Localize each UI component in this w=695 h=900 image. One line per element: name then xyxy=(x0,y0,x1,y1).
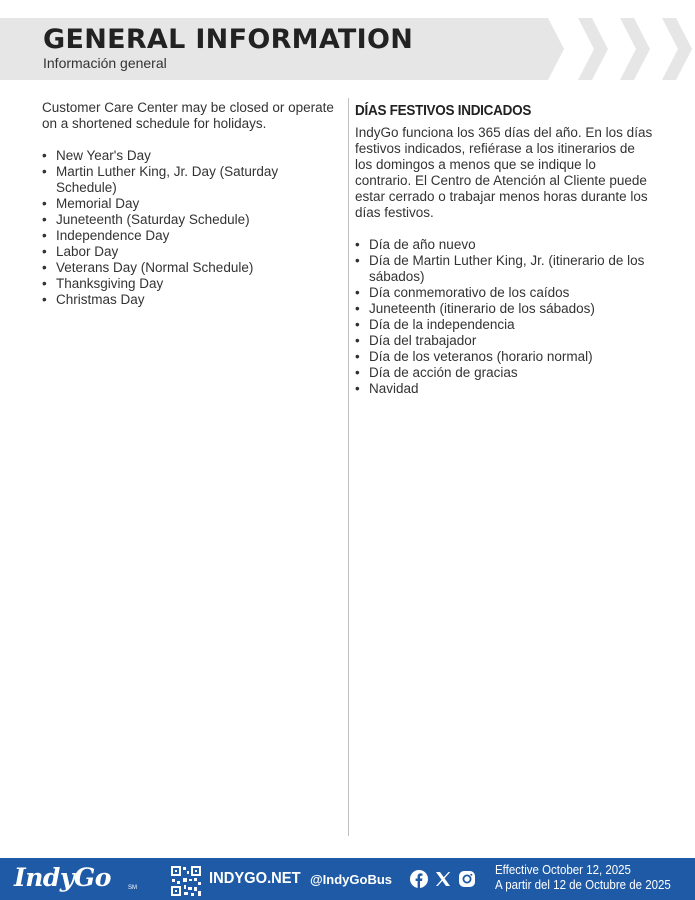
page-title: GENERAL INFORMATION xyxy=(43,24,414,55)
spanish-column xyxy=(355,103,655,397)
instagram-icon[interactable] xyxy=(458,870,476,888)
list-item: • Día de la independencia xyxy=(355,317,655,333)
footer-bar xyxy=(0,858,695,900)
list-item: • Memorial Day xyxy=(42,196,342,212)
x-icon[interactable] xyxy=(434,870,452,888)
service-mark: SM xyxy=(128,885,137,891)
website-link[interactable]: INDYGO.NET xyxy=(209,870,301,887)
list-item: • Labor Day xyxy=(42,244,342,260)
qr-code-icon[interactable] xyxy=(170,865,202,897)
list-item: • Día de los veteranos (horario normal) xyxy=(355,349,655,365)
english-intro: Customer Care Center may be closed or operate on a shortened schedule for holidays. xyxy=(42,100,334,131)
column-divider xyxy=(348,98,349,836)
effective-date-en: Effective October 12, 2025 xyxy=(495,863,631,877)
effective-date-es: A partir del 12 de Octubre de 2025 xyxy=(495,878,671,892)
list-item: • Día de acción de gracias xyxy=(355,365,655,381)
list-item: • Independence Day xyxy=(42,228,342,244)
list-item: • Christmas Day xyxy=(42,292,342,308)
list-item: • Veterans Day (Normal Schedule) xyxy=(42,260,342,276)
facebook-icon[interactable] xyxy=(410,870,428,888)
spanish-intro: IndyGo funciona los 365 días del año. En los días festivos indicados, refiérase a los itinerarios de los domingos a menos que se indique lo contrario. El Centro de Atención al Cliente puede estar cerrado o trabajar menos horas durante los días festivos. xyxy=(355,125,653,220)
english-column xyxy=(42,100,342,308)
list-item: • Thanksgiving Day xyxy=(42,276,342,292)
list-item: • Martin Luther King, Jr. Day (Saturday Schedule) xyxy=(42,164,342,196)
list-item: • Día conmemorativo de los caídos xyxy=(355,285,655,301)
list-item: • Día del trabajador xyxy=(355,333,655,349)
list-item: • Navidad xyxy=(355,381,655,397)
spanish-section-heading: DÍAS FESTIVOS INDICADOS xyxy=(355,102,532,119)
spanish-holiday-list xyxy=(355,237,655,397)
effective-date xyxy=(495,863,671,893)
list-item: • Día de año nuevo xyxy=(355,237,655,253)
english-holiday-list xyxy=(42,148,342,308)
social-handle[interactable]: @IndyGoBus xyxy=(310,872,393,887)
list-item: • New Year's Day xyxy=(42,148,342,164)
page-subtitle: Información general xyxy=(43,55,167,71)
indygo-logo[interactable]: IndyGo xyxy=(14,863,111,892)
list-item: • Día de Martin Luther King, Jr. (itinerario de los sábados) xyxy=(355,253,655,285)
list-item: • Juneteenth (Saturday Schedule) xyxy=(42,212,342,228)
list-item: • Juneteenth (itinerario de los sábados) xyxy=(355,301,655,317)
